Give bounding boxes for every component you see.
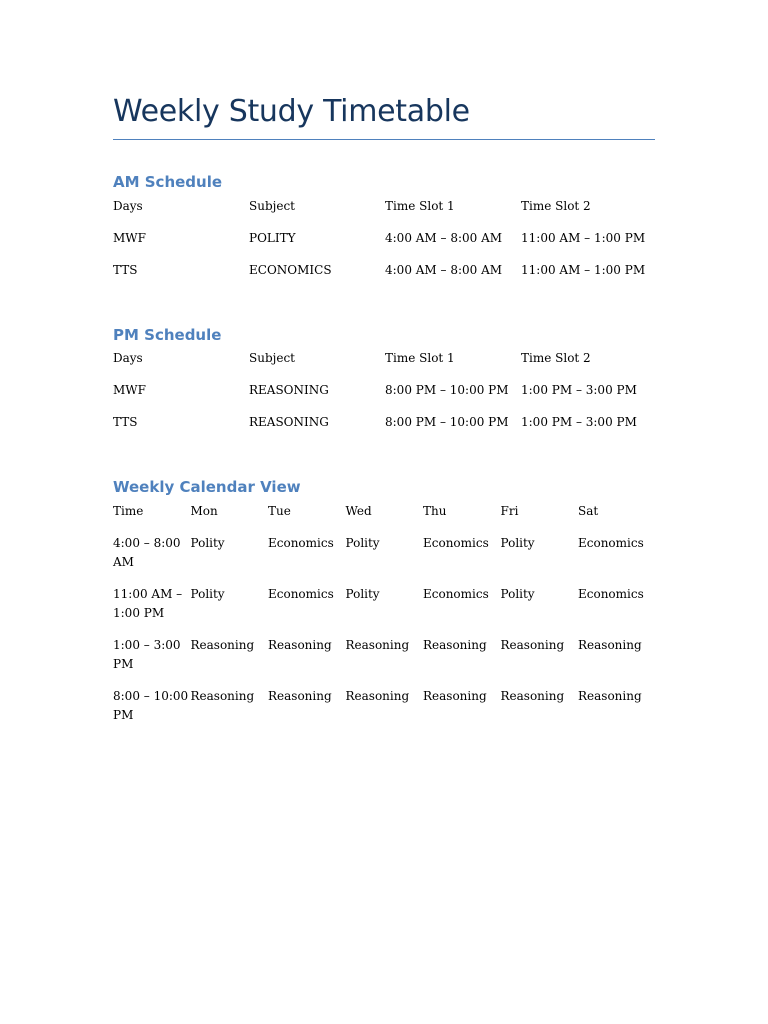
table-cell: Economics: [578, 536, 644, 550]
table-cell: POLITY: [249, 231, 296, 245]
weekly-calendar-table: [113, 502, 656, 738]
table-cell: Reasoning: [345, 689, 410, 703]
table-cell: 8:00 PM – 10:00 PM: [385, 415, 509, 429]
page-title: Weekly Study Timetable: [113, 94, 470, 129]
table-cell: TTS: [113, 415, 138, 429]
am-schedule-table: [113, 197, 657, 293]
table-cell: Reasoning: [268, 638, 332, 652]
table-cell: Reasoning: [190, 638, 255, 652]
column-header: Sat: [578, 504, 599, 518]
column-header: Days: [113, 199, 143, 213]
table-cell: 1:00 PM – 3:00 PM: [521, 415, 637, 429]
table-cell: Economics: [578, 587, 644, 601]
table-cell: Reasoning: [268, 689, 332, 703]
table-cell: 8:00 PM – 10:00 PM: [385, 383, 509, 397]
column-header: Wed: [345, 504, 372, 518]
column-header: Time Slot 1: [385, 199, 455, 213]
table-cell: Reasoning: [423, 689, 487, 703]
table-cell: Reasoning: [190, 689, 255, 703]
table-cell: 4:00 AM – 8:00 AM: [385, 263, 503, 277]
table-cell: Reasoning: [345, 638, 410, 652]
table-cell: Polity: [345, 587, 380, 601]
table-row: [113, 585, 656, 636]
table-row: [113, 381, 657, 413]
column-header: Mon: [190, 504, 218, 518]
column-header: Time Slot 2: [521, 199, 591, 213]
column-header: Subject: [249, 351, 295, 365]
table-cell: Reasoning: [578, 689, 642, 703]
time-cell: 11:00 AM – 1:00 PM: [113, 587, 183, 620]
table-cell: MWF: [113, 383, 146, 397]
table-cell: Polity: [190, 587, 225, 601]
table-cell: Reasoning: [423, 638, 487, 652]
table-cell: REASONING: [249, 415, 329, 429]
pm-schedule-table: [113, 349, 657, 445]
column-header: Time Slot 2: [521, 351, 591, 365]
table-cell: Polity: [190, 536, 225, 550]
am-schedule-heading: AM Schedule: [113, 173, 223, 191]
column-header: Tue: [268, 504, 291, 518]
table-cell: TTS: [113, 263, 138, 277]
time-cell: 8:00 – 10:00 PM: [113, 689, 189, 722]
column-header: Thu: [423, 504, 447, 518]
table-cell: Polity: [500, 587, 535, 601]
table-cell: Economics: [423, 536, 489, 550]
table-cell: 1:00 PM – 3:00 PM: [521, 383, 637, 397]
am-schedule-header-row: [113, 197, 657, 229]
table-cell: ECONOMICS: [249, 263, 332, 277]
table-cell: Economics: [268, 587, 334, 601]
table-row: [113, 636, 656, 687]
table-row: [113, 229, 657, 261]
table-cell: 11:00 AM – 1:00 PM: [521, 263, 646, 277]
time-cell: 1:00 – 3:00 PM: [113, 638, 181, 671]
pm-schedule-header-row: [113, 349, 657, 381]
table-cell: Economics: [423, 587, 489, 601]
weekly-calendar-heading: Weekly Calendar View: [113, 478, 301, 496]
table-cell: Reasoning: [500, 689, 565, 703]
table-cell: Reasoning: [578, 638, 642, 652]
table-cell: REASONING: [249, 383, 329, 397]
column-header: Days: [113, 351, 143, 365]
calendar-header-row: [113, 502, 656, 534]
table-cell: 11:00 AM – 1:00 PM: [521, 231, 646, 245]
table-row: [113, 261, 657, 293]
column-header: Fri: [500, 504, 519, 518]
table-cell: Polity: [500, 536, 535, 550]
table-cell: 4:00 AM – 8:00 AM: [385, 231, 503, 245]
column-header: Subject: [249, 199, 295, 213]
column-header: Time Slot 1: [385, 351, 455, 365]
table-cell: Reasoning: [500, 638, 565, 652]
pm-schedule-heading: PM Schedule: [113, 326, 222, 344]
table-cell: Economics: [268, 536, 334, 550]
title-underline: [113, 139, 655, 140]
table-row: [113, 413, 657, 445]
table-cell: Polity: [345, 536, 380, 550]
time-cell: 4:00 – 8:00 AM: [113, 536, 181, 569]
table-cell: MWF: [113, 231, 146, 245]
table-row: [113, 687, 656, 738]
table-row: [113, 534, 656, 585]
column-header: Time: [113, 504, 144, 518]
